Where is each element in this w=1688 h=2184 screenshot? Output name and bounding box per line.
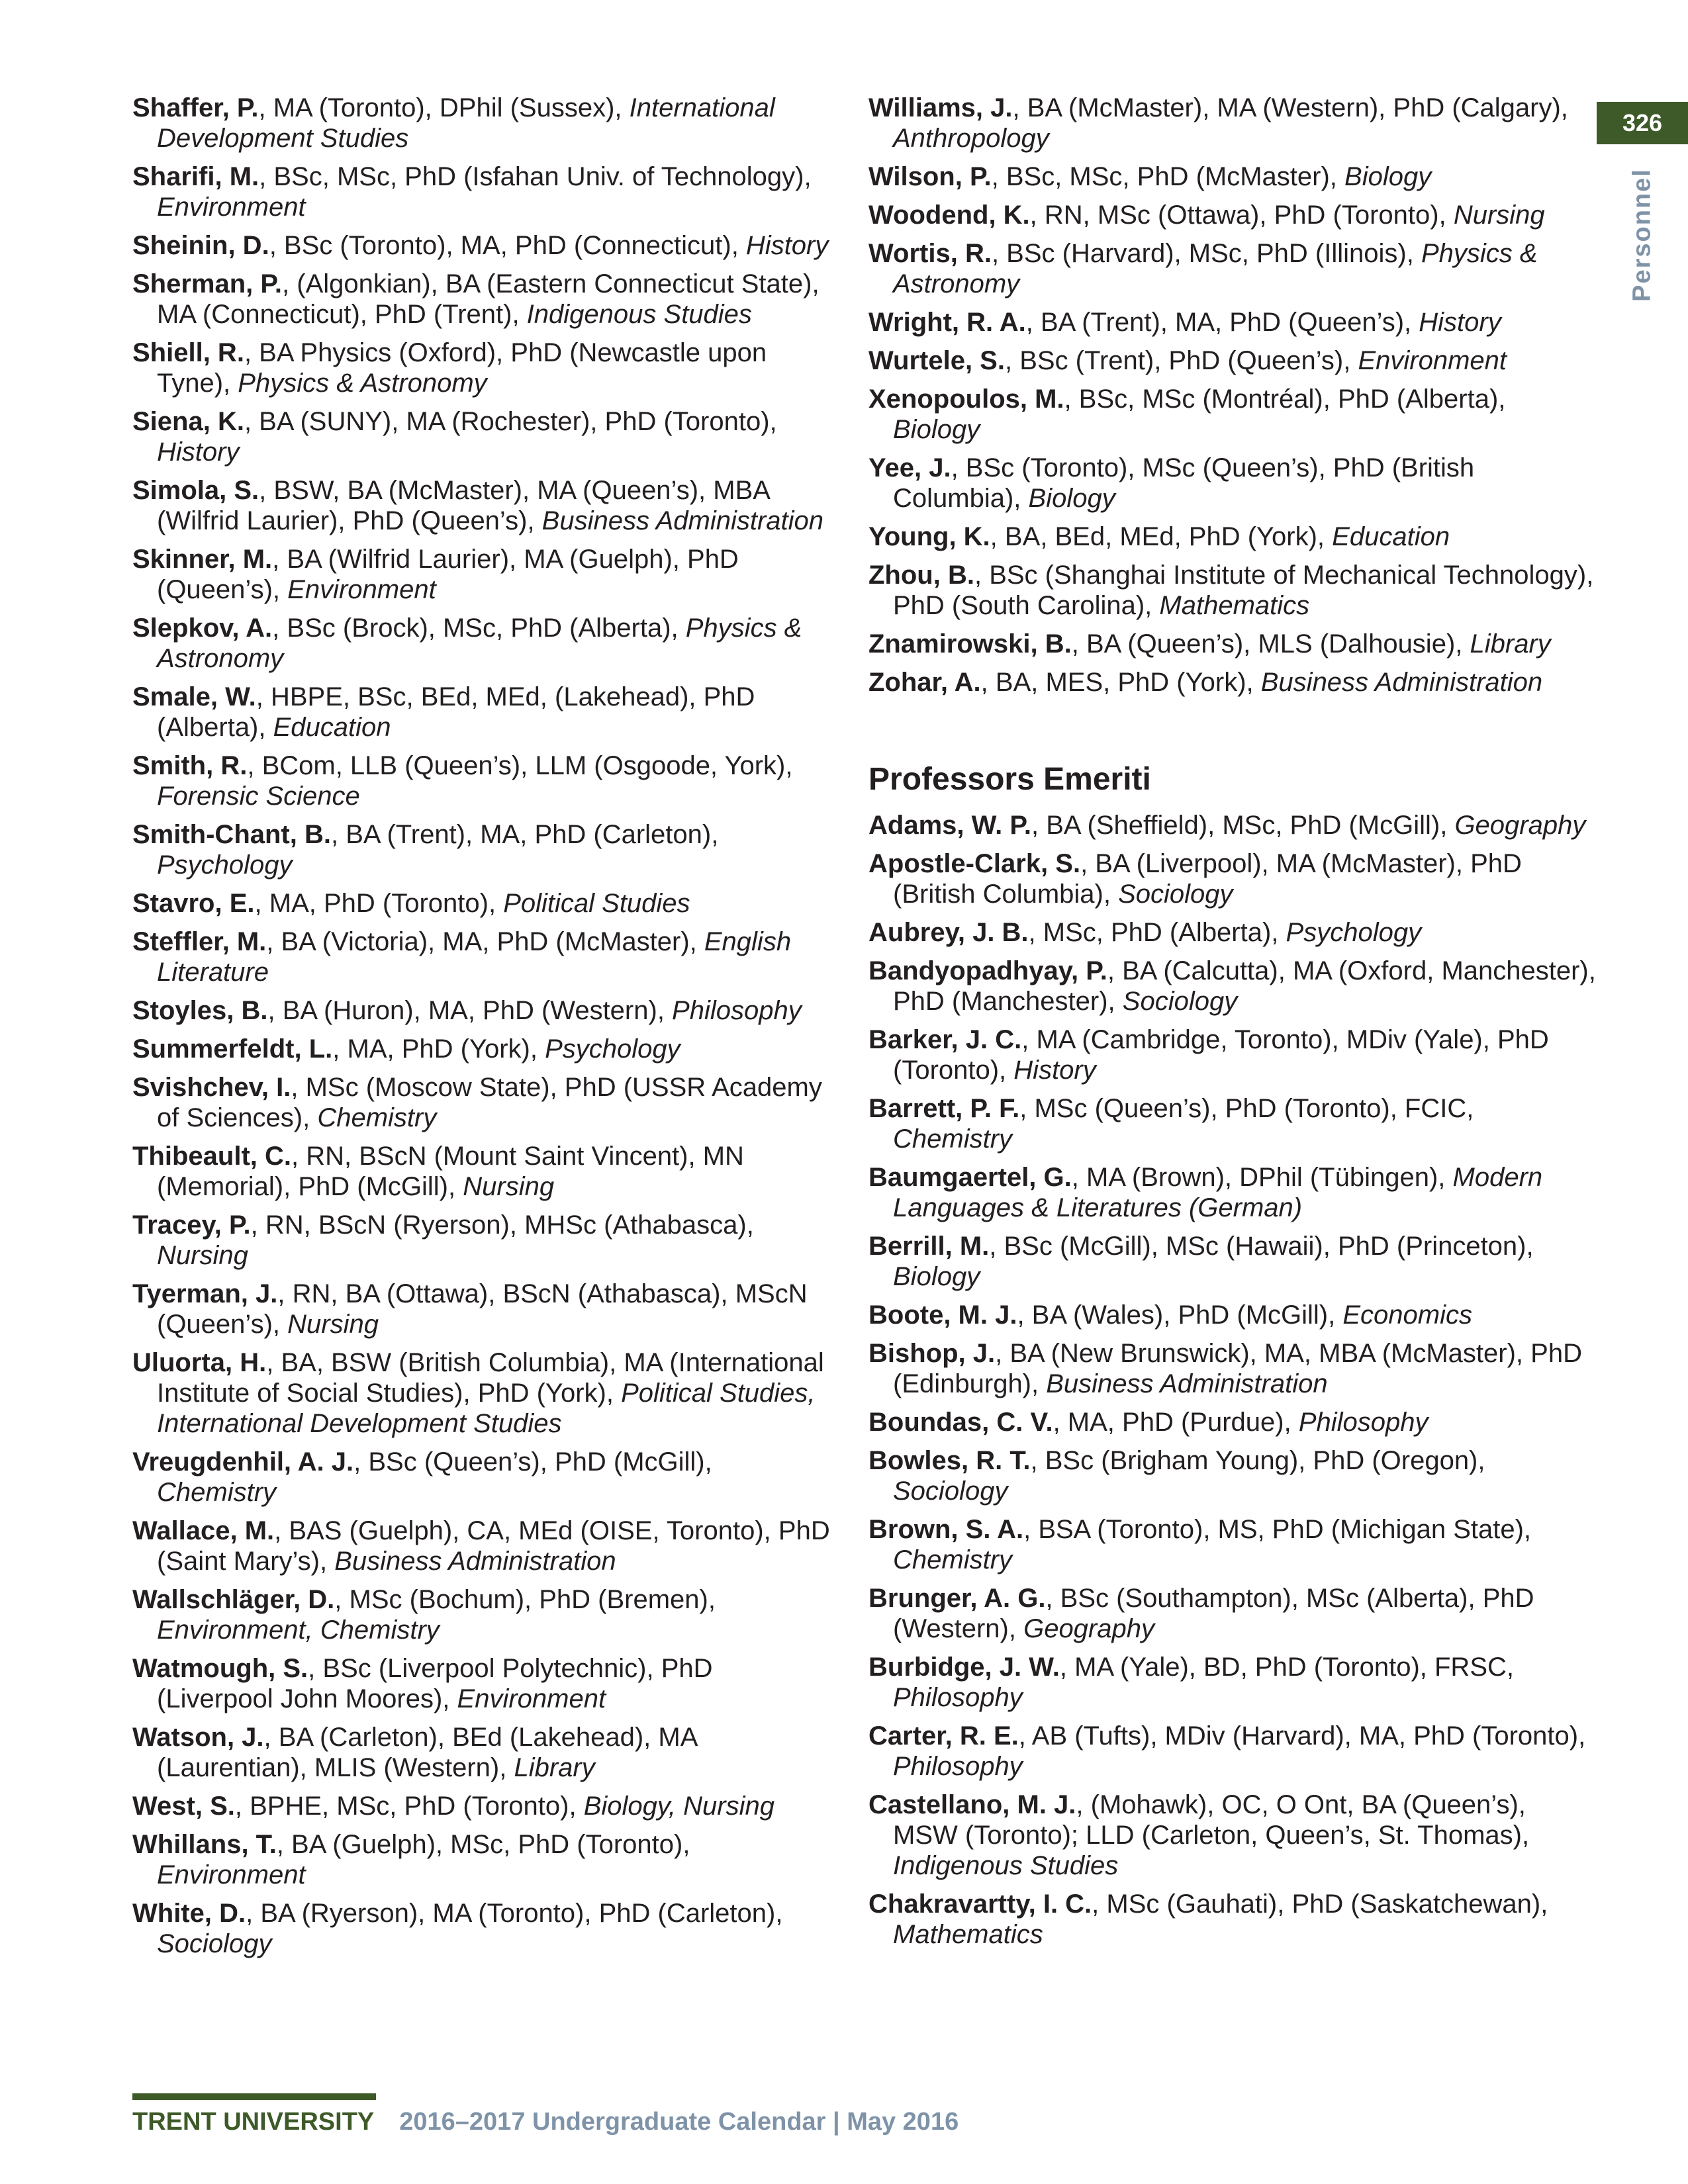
faculty-degrees: , BA (Calcutta), MA (Oxford, Manchester), PhD (Manchester), bbox=[893, 956, 1596, 1016]
faculty-entry bbox=[132, 1722, 834, 1783]
faculty-entry bbox=[132, 475, 834, 536]
faculty-degrees: , BPHE, MSc, PhD (Toronto), bbox=[234, 1792, 584, 1821]
faculty-degrees: , BA, MES, PhD (York), bbox=[980, 668, 1261, 697]
faculty-degrees: , MA, PhD (Toronto), bbox=[254, 889, 504, 918]
faculty-name: Smith, R. bbox=[132, 751, 248, 780]
faculty-degrees: , BA (Trent), MA, PhD (Carleton), bbox=[330, 820, 719, 849]
faculty-entry bbox=[868, 161, 1597, 192]
professors-emeriti-list bbox=[868, 810, 1597, 1950]
faculty-degrees: , BSc, MSc (Montréal), PhD (Alberta), bbox=[1064, 385, 1506, 414]
faculty-entry bbox=[132, 1584, 834, 1645]
faculty-department: Environment bbox=[157, 1860, 306, 1889]
section-heading-professors-emeriti: Professors Emeriti bbox=[868, 762, 1151, 797]
faculty-entry bbox=[132, 1347, 834, 1439]
faculty-degrees: , BSc (Brigham Young), PhD (Oregon), bbox=[1030, 1446, 1485, 1475]
faculty-name: Chakravartty, I. C. bbox=[868, 1889, 1092, 1919]
faculty-department: Biology bbox=[1344, 162, 1432, 191]
faculty-degrees: , (Mohawk), OC, O Ont, BA (Queen’s), MSW (Toronto); LLD (Carleton, Queen’s, St. Thomas), bbox=[893, 1790, 1530, 1850]
faculty-name: Berrill, M. bbox=[868, 1232, 990, 1261]
faculty-department: History bbox=[157, 437, 240, 467]
faculty-department: Environment bbox=[457, 1684, 606, 1713]
faculty-name: Carter, R. E. bbox=[868, 1721, 1019, 1751]
faculty-degrees: , (Algonkian), BA (Eastern Connecticut State), MA (Connecticut), PhD (Trent), bbox=[157, 269, 820, 329]
faculty-entry bbox=[132, 927, 834, 987]
faculty-name: Thibeault, C. bbox=[132, 1142, 291, 1171]
faculty-degrees: , BA (Huron), MA, PhD (Western), bbox=[267, 996, 673, 1025]
faculty-department: Anthropology bbox=[893, 124, 1049, 153]
faculty-degrees: , BSc (McGill), MSc (Hawaii), PhD (Princeton), bbox=[989, 1232, 1534, 1261]
footer-rule bbox=[132, 2093, 376, 2100]
faculty-entry bbox=[132, 406, 834, 467]
faculty-entry bbox=[132, 1447, 834, 1508]
faculty-department: Philosophy bbox=[893, 1752, 1023, 1781]
faculty-name: Sharifi, M. bbox=[132, 162, 259, 191]
faculty-department: International Development Studies bbox=[157, 93, 775, 153]
faculty-name: Summerfeldt, L. bbox=[132, 1034, 333, 1064]
faculty-name: Wallace, M. bbox=[132, 1516, 275, 1545]
faculty-entry bbox=[868, 1583, 1597, 1644]
faculty-department: Philosophy bbox=[1298, 1408, 1429, 1437]
faculty-name: Whillans, T. bbox=[132, 1830, 277, 1859]
faculty-entry bbox=[132, 1210, 834, 1271]
faculty-degrees: , BA (Guelph), MSc, PhD (Toronto), bbox=[276, 1830, 690, 1859]
faculty-degrees: , BA (Victoria), MA, PhD (McMaster), bbox=[266, 927, 704, 956]
faculty-department: English Literature bbox=[157, 927, 792, 987]
faculty-department: Library bbox=[1470, 629, 1551, 659]
faculty-entry bbox=[868, 1721, 1597, 1782]
faculty-name: Yee, J. bbox=[868, 453, 951, 482]
faculty-entry bbox=[132, 1791, 834, 1821]
faculty-name: Brown, S. A. bbox=[868, 1515, 1024, 1544]
faculty-name: Wallschläger, D. bbox=[132, 1585, 335, 1614]
faculty-list-left-column bbox=[132, 93, 834, 1967]
faculty-degrees: , BA (Carleton), BEd (Lakehead), MA (Laurentian), MLIS (Western), bbox=[157, 1723, 697, 1782]
faculty-name: Boundas, C. V. bbox=[868, 1408, 1053, 1437]
faculty-degrees: , BSc, MSc, PhD (McMaster), bbox=[991, 162, 1345, 191]
faculty-entry bbox=[868, 560, 1597, 621]
faculty-department: Chemistry bbox=[893, 1124, 1013, 1154]
faculty-name: White, D. bbox=[132, 1899, 246, 1928]
faculty-degrees: , BSA (Toronto), MS, PhD (Michigan State), bbox=[1023, 1515, 1532, 1544]
faculty-degrees: , BA (Liverpool), MA (McMaster), PhD (British Columbia), bbox=[893, 849, 1522, 909]
faculty-department: Indigenous Studies bbox=[893, 1851, 1119, 1880]
faculty-list-right-column bbox=[868, 93, 1597, 1958]
faculty-degrees: , MA, PhD (Purdue), bbox=[1053, 1408, 1299, 1437]
faculty-department: Physics & Astronomy bbox=[157, 614, 802, 673]
faculty-entry bbox=[132, 544, 834, 605]
faculty-degrees: , BA, BSW (British Columbia), MA (International Institute of Social Studies), PhD (York), bbox=[157, 1348, 824, 1408]
faculty-entry bbox=[868, 1300, 1597, 1330]
faculty-degrees: , BA (Sheffield), MSc, PhD (McGill), bbox=[1031, 811, 1455, 840]
faculty-entry bbox=[868, 810, 1597, 841]
faculty-entry bbox=[132, 1829, 834, 1890]
faculty-degrees: , RN, MSc (Ottawa), PhD (Toronto), bbox=[1029, 201, 1454, 230]
faculty-degrees: , BA (McMaster), MA (Western), PhD (Calgary), bbox=[1012, 93, 1568, 122]
faculty-department: Physics & Astronomy bbox=[238, 369, 487, 398]
faculty-name: Steffler, M. bbox=[132, 927, 267, 956]
faculty-department: Nursing bbox=[287, 1310, 379, 1339]
faculty-degrees: , BA (Wales), PhD (McGill), bbox=[1017, 1300, 1343, 1330]
faculty-department: Political Studies bbox=[503, 889, 690, 918]
faculty-entry bbox=[868, 1514, 1597, 1575]
faculty-degrees: , MA (Toronto), DPhil (Sussex), bbox=[258, 93, 630, 122]
faculty-entry bbox=[868, 848, 1597, 909]
faculty-entry bbox=[132, 888, 834, 919]
faculty-entry bbox=[868, 1889, 1597, 1950]
faculty-degrees: , MA (Cambridge, Toronto), MDiv (Yale), PhD (Toronto), bbox=[893, 1025, 1549, 1085]
faculty-name: Williams, J. bbox=[868, 93, 1013, 122]
faculty-department: Environment bbox=[1358, 346, 1507, 375]
faculty-entry bbox=[868, 238, 1597, 299]
faculty-degrees: , BCom, LLB (Queen’s), LLM (Osgoode, York), bbox=[247, 751, 793, 780]
faculty-name: Siena, K. bbox=[132, 407, 244, 436]
faculty-entry bbox=[868, 453, 1597, 514]
faculty-department: Nursing bbox=[1453, 201, 1545, 230]
faculty-department: Environment bbox=[157, 193, 306, 222]
faculty-name: Stavro, E. bbox=[132, 889, 255, 918]
faculty-department: Business Administration bbox=[1046, 1369, 1328, 1398]
faculty-department: Nursing bbox=[463, 1172, 555, 1201]
faculty-degrees: , BAS (Guelph), CA, MEd (OISE, Toronto), PhD (Saint Mary’s), bbox=[157, 1516, 830, 1576]
faculty-name: Slepkov, A. bbox=[132, 614, 273, 643]
faculty-department: Psychology bbox=[157, 850, 293, 880]
faculty-department: Biology bbox=[893, 1262, 980, 1291]
faculty-name: Svishchev, I. bbox=[132, 1073, 291, 1102]
faculty-entry bbox=[868, 956, 1597, 1017]
faculty-degrees: , BA (New Brunswick), MA, MBA (McMaster), PhD (Edinburgh), bbox=[893, 1339, 1582, 1398]
faculty-degrees: , BA (Ryerson), MA (Toronto), PhD (Carleton), bbox=[246, 1899, 783, 1928]
faculty-degrees: , MSc (Bochum), PhD (Bremen), bbox=[334, 1585, 716, 1614]
faculty-name: Baumgaertel, G. bbox=[868, 1163, 1072, 1192]
faculty-entry bbox=[132, 819, 834, 880]
faculty-degrees: , BSc (Toronto), MA, PhD (Connecticut), bbox=[269, 231, 746, 260]
faculty-degrees: , RN, BScN (Ryerson), MHSc (Athabasca), bbox=[250, 1210, 754, 1240]
faculty-entry bbox=[868, 200, 1597, 230]
faculty-name: Sherman, P. bbox=[132, 269, 283, 298]
faculty-name: Boote, M. J. bbox=[868, 1300, 1017, 1330]
faculty-department: Modern Languages & Literatures (German) bbox=[893, 1163, 1543, 1222]
faculty-degrees: , BSW, BA (McMaster), MA (Queen’s), MBA (Wilfrid Laurier), PhD (Queen’s), bbox=[157, 476, 769, 535]
faculty-name: Xenopoulos, M. bbox=[868, 385, 1064, 414]
faculty-entry bbox=[132, 338, 834, 398]
faculty-entry bbox=[132, 1898, 834, 1959]
faculty-department: History bbox=[1013, 1056, 1096, 1085]
faculty-degrees: , BSc (Toronto), MSc (Queen’s), PhD (British Columbia), bbox=[893, 453, 1475, 513]
faculty-name: Wurtele, S. bbox=[868, 346, 1005, 375]
faculty-name: Bishop, J. bbox=[868, 1339, 996, 1368]
faculty-name: Sheinin, D. bbox=[132, 231, 269, 260]
faculty-entry bbox=[868, 1162, 1597, 1223]
faculty-name: Wilson, P. bbox=[868, 162, 992, 191]
faculty-department: Philosophy bbox=[893, 1683, 1023, 1712]
faculty-name: Skinner, M. bbox=[132, 545, 273, 574]
faculty-name: Aubrey, J. B. bbox=[868, 918, 1029, 947]
faculty-department: Chemistry bbox=[157, 1478, 277, 1507]
faculty-department: Political Studies, International Development Studies bbox=[157, 1379, 816, 1438]
faculty-name: Wright, R. A. bbox=[868, 308, 1026, 337]
faculty-name: Watmough, S. bbox=[132, 1654, 308, 1683]
footer-university: TRENT UNIVERSITY bbox=[132, 2108, 375, 2136]
faculty-department: Library bbox=[514, 1753, 595, 1782]
faculty-department: Biology bbox=[1028, 484, 1115, 513]
faculty-entry bbox=[868, 345, 1597, 376]
faculty-entry bbox=[868, 917, 1597, 948]
faculty-entry bbox=[868, 1231, 1597, 1292]
faculty-degrees: , HBPE, BSc, BEd, MEd, (Lakehead), PhD (Alberta), bbox=[157, 682, 755, 742]
faculty-department: History bbox=[1419, 308, 1501, 337]
faculty-department: Indigenous Studies bbox=[526, 300, 752, 329]
faculty-department: Business Administration bbox=[334, 1547, 616, 1576]
faculty-department: Geography bbox=[1454, 811, 1586, 840]
faculty-department: Sociology bbox=[1122, 987, 1238, 1016]
faculty-degrees: , MSc (Queen’s), PhD (Toronto), FCIC, bbox=[1019, 1094, 1474, 1123]
section-tab-label: Personnel bbox=[1628, 168, 1656, 302]
faculty-department: Geography bbox=[1023, 1614, 1154, 1643]
faculty-department: Psychology bbox=[545, 1034, 680, 1064]
faculty-name: Castellano, M. J. bbox=[868, 1790, 1076, 1819]
faculty-name: Bandyopadhyay, P. bbox=[868, 956, 1107, 985]
faculty-entry bbox=[132, 613, 834, 674]
faculty-department: Business Administration bbox=[541, 506, 824, 535]
faculty-department: Chemistry bbox=[317, 1103, 437, 1132]
faculty-name: Brunger, A. G. bbox=[868, 1584, 1046, 1613]
faculty-entry bbox=[132, 1034, 834, 1064]
faculty-name: Zhou, B. bbox=[868, 561, 974, 590]
faculty-department: History bbox=[745, 231, 829, 260]
faculty-degrees: , BA (SUNY), MA (Rochester), PhD (Toronto), bbox=[244, 407, 777, 436]
faculty-name: Apostle-Clark, S. bbox=[868, 849, 1081, 878]
faculty-degrees: , BSc (Brock), MSc, PhD (Alberta), bbox=[272, 614, 686, 643]
faculty-name: Stoyles, B. bbox=[132, 996, 268, 1025]
faculty-department: Environment bbox=[287, 575, 436, 604]
faculty-degrees: , MA (Yale), BD, PhD (Toronto), FRSC, bbox=[1059, 1653, 1514, 1682]
faculty-name: Young, K. bbox=[868, 522, 990, 551]
faculty-department: Sociology bbox=[893, 1477, 1008, 1506]
faculty-degrees: , RN, BA (Ottawa), BScN (Athabasca), MScN (Queen’s), bbox=[157, 1279, 808, 1339]
faculty-degrees: , AB (Tufts), MDiv (Harvard), MA, PhD (Toronto), bbox=[1018, 1721, 1586, 1751]
faculty-entry bbox=[132, 1516, 834, 1576]
faculty-name: Tracey, P. bbox=[132, 1210, 251, 1240]
faculty-name: Barker, J. C. bbox=[868, 1025, 1022, 1054]
faculty-department: Biology bbox=[893, 415, 980, 444]
faculty-department: Mathematics bbox=[893, 1920, 1043, 1949]
faculty-name: Smale, W. bbox=[132, 682, 256, 711]
faculty-name: West, S. bbox=[132, 1792, 235, 1821]
faculty-degrees: , BA Physics (Oxford), PhD (Newcastle upon Tyne), bbox=[157, 338, 767, 398]
faculty-degrees: , BSc, MSc, PhD (Isfahan Univ. of Technology), bbox=[259, 162, 812, 191]
faculty-entry bbox=[868, 1024, 1597, 1085]
faculty-entry bbox=[132, 230, 834, 261]
faculty-name: Adams, W. P. bbox=[868, 811, 1032, 840]
faculty-name: Wortis, R. bbox=[868, 239, 992, 268]
footer-calendar-title: 2016–2017 Undergraduate Calendar | May 2016 bbox=[399, 2108, 959, 2136]
faculty-name: Burbidge, J. W. bbox=[868, 1653, 1060, 1682]
faculty-entry bbox=[868, 93, 1597, 154]
faculty-department: Sociology bbox=[1118, 880, 1233, 909]
faculty-entry bbox=[868, 1445, 1597, 1506]
faculty-entry bbox=[868, 1652, 1597, 1713]
faculty-entry bbox=[132, 93, 834, 154]
faculty-entry bbox=[132, 1072, 834, 1133]
faculty-entry bbox=[132, 751, 834, 811]
faculty-entry bbox=[868, 1790, 1597, 1881]
faculty-department: Nursing bbox=[157, 1241, 248, 1270]
faculty-name: Znamirowski, B. bbox=[868, 629, 1072, 659]
faculty-entry bbox=[132, 1141, 834, 1202]
faculty-department: Education bbox=[1332, 522, 1450, 551]
faculty-entry bbox=[132, 161, 834, 222]
faculty-entry bbox=[868, 1338, 1597, 1399]
faculty-degrees: , MA, PhD (York), bbox=[332, 1034, 545, 1064]
faculty-degrees: , BA (Wilfrid Laurier), MA (Guelph), PhD (Queen’s), bbox=[157, 545, 739, 604]
faculty-name: Uluorta, H. bbox=[132, 1348, 267, 1377]
faculty-department: Sociology bbox=[157, 1929, 272, 1958]
faculty-degrees: , BSc (Liverpool Polytechnic), PhD (Liverpool John Moores), bbox=[157, 1654, 713, 1713]
faculty-degrees: , BA (Trent), MA, PhD (Queen’s), bbox=[1025, 308, 1419, 337]
faculty-degrees: , BA, BEd, MEd, PhD (York), bbox=[990, 522, 1333, 551]
faculty-department: Biology, Nursing bbox=[583, 1792, 774, 1821]
faculty-name: Vreugdenhil, A. J. bbox=[132, 1447, 354, 1477]
faculty-degrees: , BSc (Harvard), MSc, PhD (Illinois), bbox=[991, 239, 1421, 268]
faculty-degrees: , RN, BScN (Mount Saint Vincent), MN (Memorial), PhD (McGill), bbox=[157, 1142, 744, 1201]
faculty-entry bbox=[868, 629, 1597, 659]
faculty-degrees: , BSc (Shanghai Institute of Mechanical Technology), PhD (South Carolina), bbox=[893, 561, 1594, 620]
faculty-name: Bowles, R. T. bbox=[868, 1446, 1031, 1475]
footer bbox=[132, 2108, 959, 2136]
faculty-degrees: , BA (Queen’s), MLS (Dalhousie), bbox=[1071, 629, 1470, 659]
faculty-entry bbox=[132, 1653, 834, 1714]
faculty-degrees: , BSc (Trent), PhD (Queen’s), bbox=[1004, 346, 1358, 375]
faculty-department: Forensic Science bbox=[157, 782, 360, 811]
faculty-name: Zohar, A. bbox=[868, 668, 981, 697]
faculty-department: Physics & Astronomy bbox=[893, 239, 1538, 298]
faculty-degrees: , BSc (Queen’s), PhD (McGill), bbox=[353, 1447, 712, 1477]
faculty-department: Psychology bbox=[1286, 918, 1422, 947]
faculty-entry bbox=[132, 269, 834, 330]
faculty-entry bbox=[868, 307, 1597, 338]
faculty-entry bbox=[132, 1279, 834, 1340]
faculty-department: Mathematics bbox=[1159, 591, 1310, 620]
faculty-entry bbox=[868, 667, 1597, 698]
faculty-department: Chemistry bbox=[893, 1545, 1013, 1574]
faculty-department: Environment, Chemistry bbox=[157, 1615, 440, 1645]
faculty-name: Woodend, K. bbox=[868, 201, 1030, 230]
faculty-department: Education bbox=[273, 713, 391, 742]
faculty-name: Smith-Chant, B. bbox=[132, 820, 331, 849]
faculty-entry bbox=[868, 384, 1597, 445]
faculty-department: Economics bbox=[1342, 1300, 1472, 1330]
faculty-entry bbox=[868, 1407, 1597, 1437]
faculty-entry bbox=[868, 522, 1597, 552]
faculty-name: Watson, J. bbox=[132, 1723, 264, 1752]
page-number-tab: 326 bbox=[1597, 102, 1688, 144]
faculty-department: Business Administration bbox=[1260, 668, 1543, 697]
faculty-name: Simola, S. bbox=[132, 476, 259, 505]
faculty-entry bbox=[132, 682, 834, 743]
faculty-list-continued bbox=[868, 93, 1597, 698]
faculty-name: Tyerman, J. bbox=[132, 1279, 278, 1308]
faculty-degrees: , MA (Brown), DPhil (Tübingen), bbox=[1071, 1163, 1453, 1192]
faculty-degrees: , MSc, PhD (Alberta), bbox=[1028, 918, 1286, 947]
faculty-degrees: , MSc (Gauhati), PhD (Saskatchewan), bbox=[1092, 1889, 1548, 1919]
faculty-degrees: , BSc (Southampton), MSc (Alberta), PhD (Western), bbox=[893, 1584, 1534, 1643]
faculty-entry bbox=[868, 1093, 1597, 1154]
faculty-name: Shaffer, P. bbox=[132, 93, 259, 122]
faculty-name: Shiell, R. bbox=[132, 338, 244, 367]
faculty-department: Philosophy bbox=[672, 996, 802, 1025]
faculty-degrees: , MSc (Moscow State), PhD (USSR Academy of Sciences), bbox=[157, 1073, 822, 1132]
faculty-entry bbox=[132, 995, 834, 1026]
faculty-name: Barrett, P. F. bbox=[868, 1094, 1020, 1123]
